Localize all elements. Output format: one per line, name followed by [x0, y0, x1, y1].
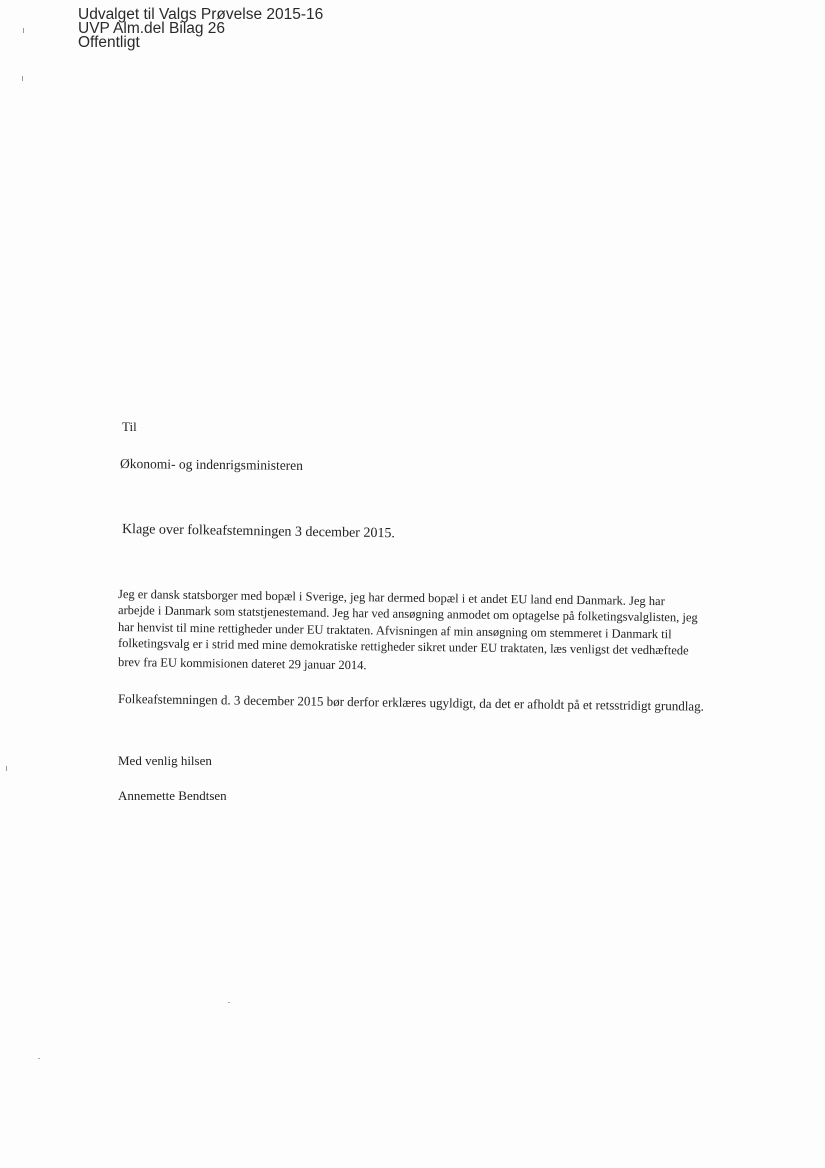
paragraph-line: folketingsvalg er i strid med mine demokratiske rettigheder sikret under EU traktaten, læs venligst det vedhæftede [117, 636, 689, 658]
signature-name: Annemette Bendtsen [118, 788, 227, 803]
stamp-status: Offentligt [78, 34, 140, 51]
stamp-reference: UVP Alm.del Bilag 26 [78, 20, 226, 37]
paragraph-line: arbejde i Danmark som statstjenestemand. Jeg har ved ansøgning anmodet om optagelse på folketingsvalglisten, jeg [117, 603, 698, 625]
scan-speck [23, 28, 24, 33]
stamp-committee: Udvalget til Valgs Prøvelse 2015-16 [78, 6, 324, 23]
body-paragraph-2: Folkeafstemningen d. 3 december 2015 bør derfor erklæres ugyldigt, da det er afholdt på et retsstridigt grundlag. [117, 691, 704, 714]
to-label: Til [122, 419, 137, 434]
closing-greeting: Med venlig hilsen [118, 753, 212, 768]
scan-speck [22, 76, 23, 81]
paragraph-line: har henvist til mine rettigheder under EU traktaten. Afvisningen af min ansøgning om stemmeret i Danmark til [117, 620, 672, 642]
paragraph-line: brev fra EU kommisionen dateret 29 januar 2014. [117, 655, 367, 673]
scan-speck [38, 1058, 40, 1059]
subject-line: Klage over folkeafstemningen 3 december 2015. [121, 522, 395, 542]
scan-speck [228, 1002, 230, 1003]
paragraph-line: Jeg er dansk statsborger med bopæl i Sverige, jeg har dermed bopæl i et andet EU land end Danmark. Jeg har [117, 587, 665, 609]
header-stamp [78, 8, 323, 50]
scan-speck [6, 766, 7, 771]
recipient: Økonomi- og indenrigsministeren [119, 456, 304, 473]
